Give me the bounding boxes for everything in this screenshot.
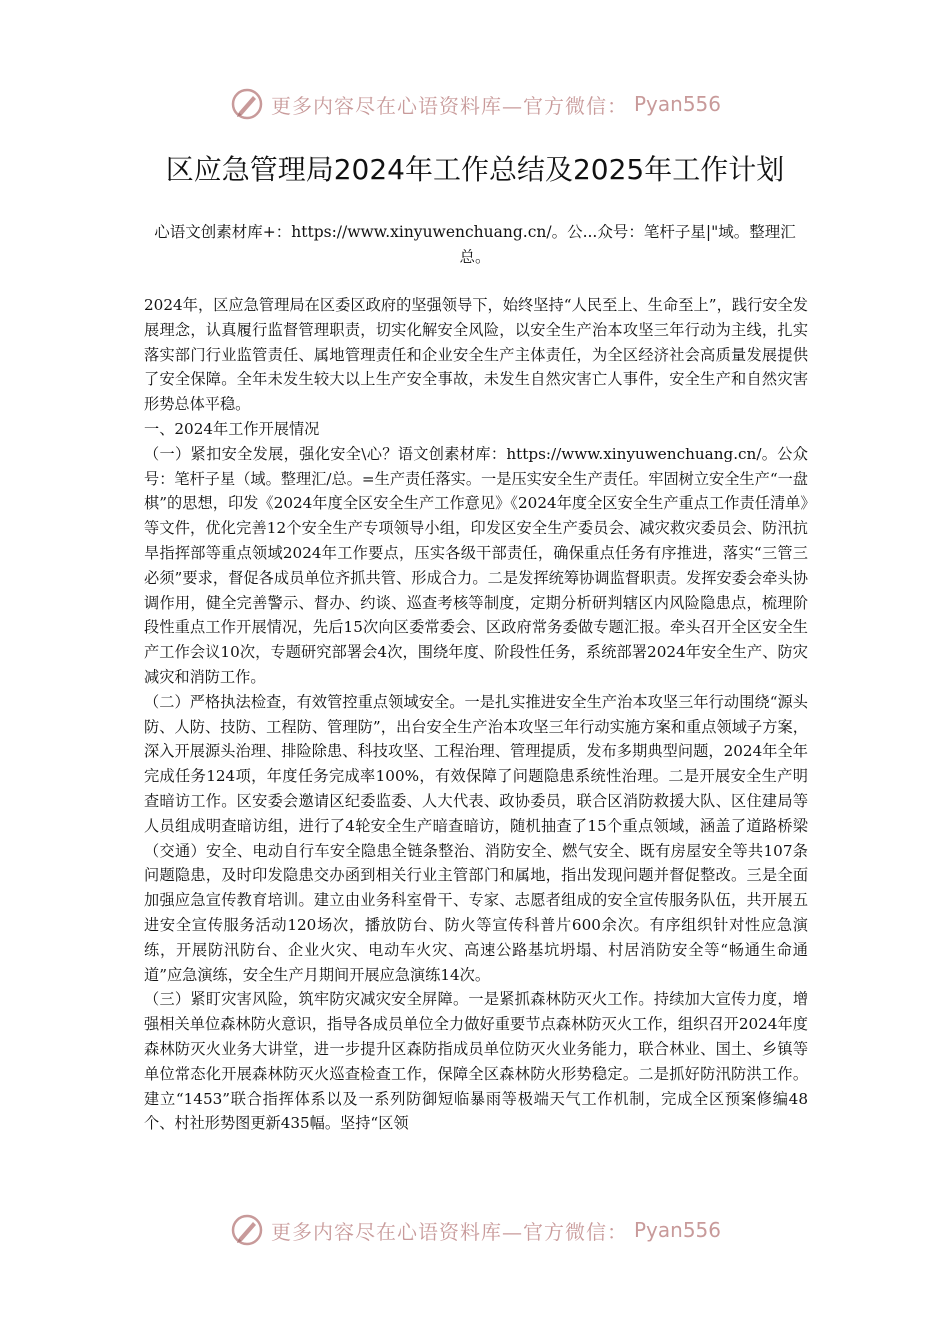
document-title: 区应急管理局2024年工作总结及2025年工作计划 [165, 153, 785, 186]
paragraph-section-2: （二）严格执法检查，有效管控重点领域安全。一是扎实推进安全生产治本攻坚三年行动围绕“源头防、人防、技防、工程防、管理防”，出台安全生产治本攻坚三年行动实施方案和重点领域子方案，深入开展源头治理、排险除患、科技攻坚、工程治理、管理提质，发布多期典型问题，2024年全年完成任务124项，年度任务完成率100%，有效保障了问题隐患系统性治理。二是开展安全生产明查暗访工作。区安委会邀请区纪委监委、人大代表、政协委员，联合区消防救援大队、区住建局等人员组成明查暗访组，进行了4轮安全生产暗查暗访，随机抽查了15个重点领域，涵盖了道路桥梁（交通）安全、电动自行车安全隐患全链条整治、消防安全、燃气安全、既有房屋安全等共107条问题隐患，及时印发隐患交办函到相关行业主管部门和属地，指出发现问题并督促整改。三是全面加强应急宣传教育培训。建立由业务科室骨干、专家、志愿者组成的安全宣传服务队伍，共开展五进安全宣传服务活动120场次，播放防台、防火等宣传科普片600余次。有序组织针对性应急演练，开展防汛防台、企业火灾、电动车火灾、高速公路基坑坍塌、村居消防安全等“畅通生命通道”应急演练，安全生产月期间开展应急演练14次。 [144, 692, 808, 984]
paragraph-section-1: （一）紧扣安全发展，强化安全\心？语文创素材库：https://www.xinyuwenchuang.cn/。公众号：笔杆子星（域。整理汇/总。=生产责任落实。一是压实安全生产责任。牢固树立安全生产“一盘棋”的思想，印发《2024年度全区安全生产工作意见》《2024年度全区安全生产重点工作责任清单》等文件，优化完善12个安全生产专项领导小组，印发区安全生产委员会、减灾救灾委员会、防汛抗旱指挥部等重点领域2024年工作要点，压实各级干部责任，确保重点任务有序推进，落实“三管三必须”要求，督促各成员单位齐抓共管、形成合力。二是发挥统筹协调监督职责。发挥安委会牵头协调作用，健全完善警示、督办、约谈、巡查考核等制度，定期分析研判辖区内风险隐患点，梳理阶段性重点工作开展情况，先后15次向区委常委会、区政府常务委做专题汇报。牵头召开全区安全生产工作会议10次，专题研究部署会4次，围绕年度、阶段性任务，系统部署2024年安全生产、防灾减灾和消防工作。 [144, 444, 808, 686]
watermark-text: 更多内容尽在心语资料库—官方微信： [270, 93, 628, 118]
watermark-banner-bottom [0, 1208, 950, 1252]
paragraph-intro: 2024年，区应急管理局在区委区政府的坚强领导下，始终坚持“人民至上、生命至上”，践行安全发展理念，认真履行监督管理职责，切实化解安全风险，以安全生产治本攻坚三年行动为主线，扎实落实部门行业监管责任、属地管理责任和企业安全生产主体责任，为全区经济社会高质量发展提供了安全保障。全年未发生较大以上生产安全事故，未发生自然灾害亡人事件，安全生产和自然灾害形势总体平稳。 [144, 296, 808, 414]
document-body [144, 293, 808, 1136]
paragraph-section-3: （三）紧盯灾害风险，筑牢防灾减灾安全屏障。一是紧抓森林防灭火工作。持续加大宣传力度，增强相关单位森林防火意识，指导各成员单位全力做好重要节点森林防灭火工作，组织召开2024年度森林防灭火业务大讲堂，进一步提升区森防指成员单位防灭火业务能力，联合林业、国土、乡镇等单位常态化开展森林防灭火巡查检查工作，保障全区森林防火形势稳定。二是抓好防汛防洪工作。建立“1453”联合指挥体系以及一系列防御短临暴雨等极端天气工作机制，完成全区预案修编48个、村社形势图更新435幅。坚持“区领 [144, 990, 808, 1133]
section-heading: 一、2024年工作开展情况 [144, 419, 320, 438]
watermark-banner-top [0, 82, 950, 126]
watermark-handle: Pyan556 [633, 92, 721, 116]
watermark-text: 更多内容尽在心语资料库—官方微信： [270, 1219, 628, 1244]
pen-logo-icon [229, 86, 265, 122]
document-subtitle: 心语文创素材库+：https://www.xinyuwenchuang.cn/。公...众号：笔杆子星|"域。整理汇总。 [154, 223, 796, 266]
watermark-handle: Pyan556 [633, 1218, 721, 1242]
pen-logo-icon [229, 1212, 265, 1248]
